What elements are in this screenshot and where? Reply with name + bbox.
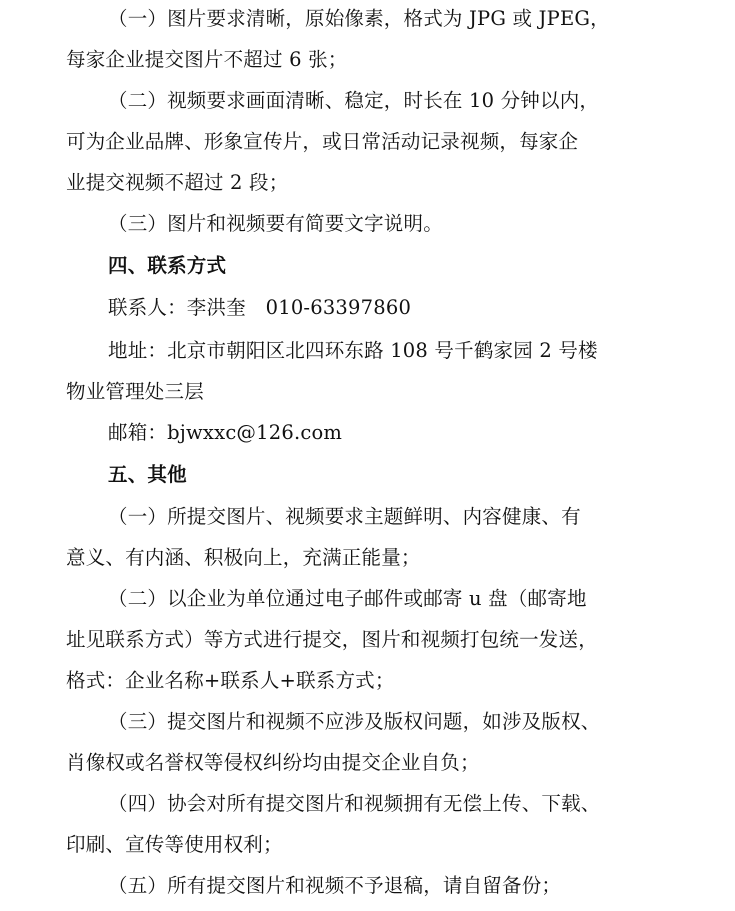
section-heading: 四、联系方式 xyxy=(108,254,227,277)
paragraph-line: （二）以企业为单位通过电子邮件或邮寄 u 盘（邮寄地 xyxy=(108,587,587,610)
paragraph-line: 印刷、宣传等使用权利； xyxy=(66,833,283,856)
paragraph-line: （三）提交图片和视频不应涉及版权问题，如涉及版权、 xyxy=(108,710,601,733)
address-line: 地址：北京市朝阳区北四环东路 108 号千鹤家园 2 号楼 xyxy=(108,339,598,362)
paragraph-line: 意义、有内涵、积极向上，充满正能量； xyxy=(66,546,421,569)
paragraph-line: （四）协会对所有提交图片和视频拥有无偿上传、下载、 xyxy=(108,792,601,815)
address-line: 物业管理处三层 xyxy=(66,380,204,403)
paragraph-line: 业提交视频不超过 2 段； xyxy=(66,171,289,194)
paragraph-line: （五）所有提交图片和视频不予退稿，请自留备份； xyxy=(108,874,562,897)
paragraph-line: 每家企业提交图片不超过 6 张； xyxy=(66,48,348,71)
paragraph-line: 可为企业品牌、形象宣传片，或日常活动记录视频，每家企 xyxy=(66,130,579,153)
paragraph-line: （三）图片和视频要有简要文字说明。 xyxy=(108,212,443,235)
paragraph-line: （一）所提交图片、视频要求主题鲜明、内容健康、有 xyxy=(108,505,581,528)
paragraph-line: （二）视频要求画面清晰、稳定，时长在 10 分钟以内， xyxy=(108,89,600,112)
paragraph-line: 肖像权或名誉权等侵权纠纷均由提交企业自负； xyxy=(66,751,480,774)
paragraph-line: 址见联系方式）等方式进行提交，图片和视频打包统一发送， xyxy=(66,628,598,651)
paragraph-line: 格式：企业名称+联系人+联系方式； xyxy=(66,669,395,692)
contact-person: 联系人：李洪奎 010-63397860 xyxy=(108,296,412,319)
paragraph-line: （一）图片要求清晰，原始像素，格式为 JPG 或 JPEG， xyxy=(108,7,610,30)
email-line: 邮箱：bjwxxc@126.com xyxy=(108,421,343,444)
section-heading: 五、其他 xyxy=(108,463,187,486)
